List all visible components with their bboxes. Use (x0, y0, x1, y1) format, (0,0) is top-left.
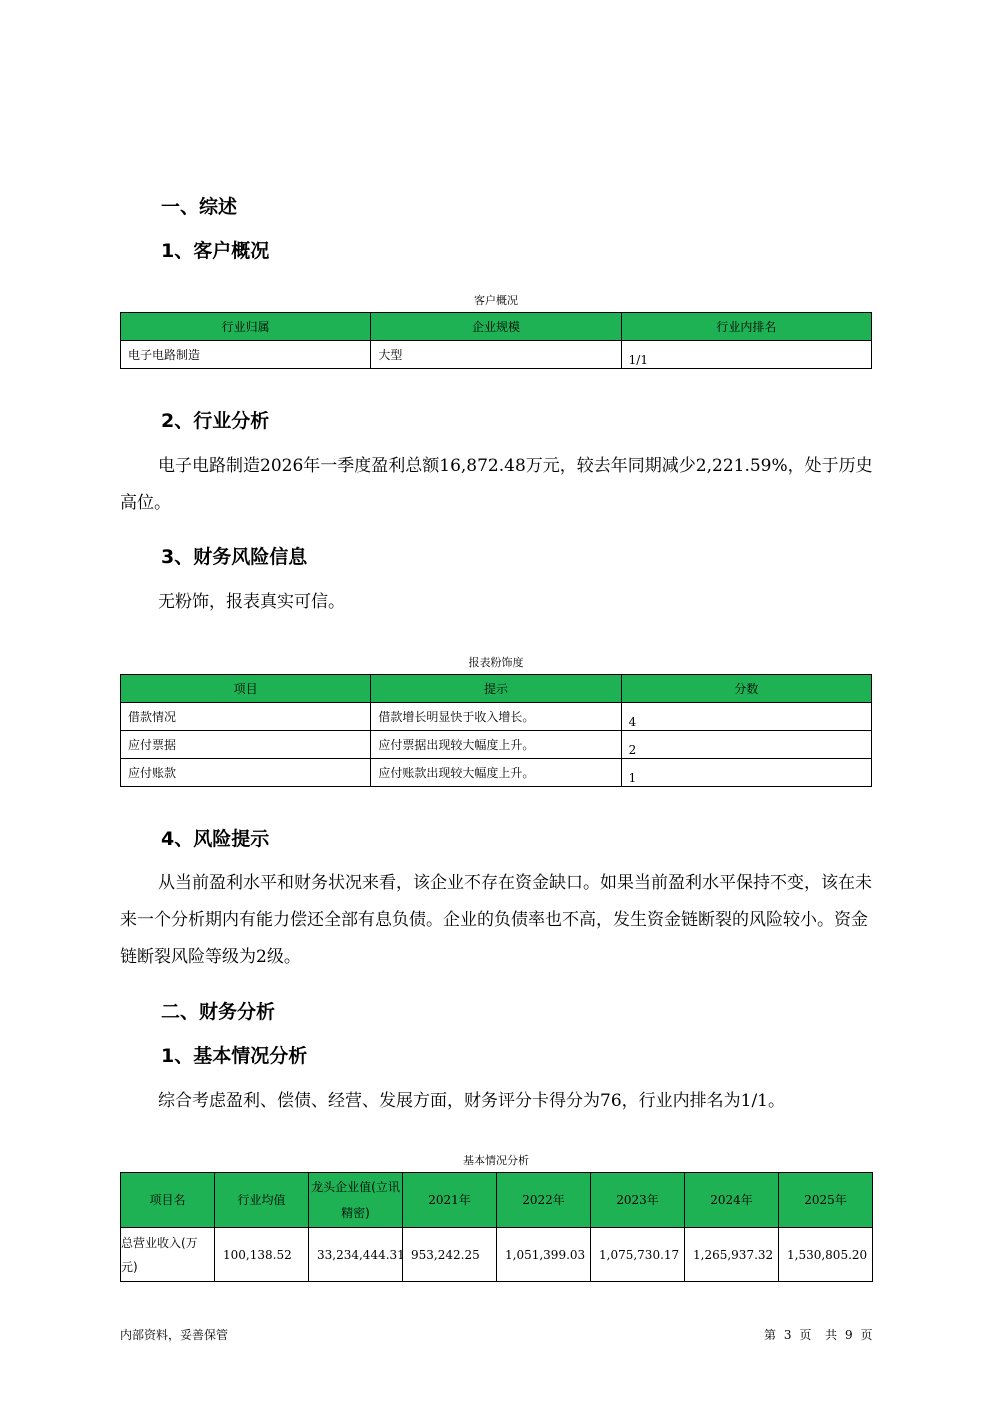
column-header: 项目名 (121, 1173, 215, 1228)
value-cell: 953,242.25 (403, 1228, 497, 1282)
hint-cell: 应付票据出现较大幅度上升。 (371, 731, 621, 759)
basic-analysis-table (120, 1172, 873, 1282)
column-header: 2023年 (591, 1173, 685, 1228)
heading-financial-risk: 3、财务风险信息 (161, 546, 308, 568)
footer-page-number (764, 1326, 872, 1343)
section-heading-financial: 二、财务分析 (161, 1001, 276, 1023)
column-header: 提示 (371, 675, 621, 703)
heading-customer-overview: 1、客户概况 (161, 240, 270, 262)
value-cell: 33,234,444.31 (309, 1228, 403, 1282)
total-unit: 页 (860, 1328, 873, 1342)
industry-cell: 电子电路制造 (121, 341, 371, 369)
column-header: 行业归属 (121, 313, 371, 341)
page-unit: 页 (799, 1328, 812, 1342)
value-cell: 100,138.52 (215, 1228, 309, 1282)
value-cell: 1,051,399.03 (497, 1228, 591, 1282)
page-prefix: 第 (764, 1328, 777, 1342)
table-row (121, 341, 872, 369)
item-cell: 应付账款 (121, 759, 371, 787)
score-cell: 2 (621, 731, 871, 759)
value-cell: 1,530,805.20 (779, 1228, 873, 1282)
table-caption-basic: 基本情况分析 (463, 1154, 529, 1167)
table-row (121, 731, 872, 759)
item-cell: 应付票据 (121, 731, 371, 759)
column-header: 行业均值 (215, 1173, 309, 1228)
table-row (121, 759, 872, 787)
heading-risk-warning: 4、风险提示 (161, 828, 270, 850)
column-header: 龙头企业值(立讯精密) (309, 1173, 403, 1228)
section-heading-overview: 一、综述 (161, 196, 238, 218)
scale-cell: 大型 (371, 341, 621, 369)
table-caption-window-dressing: 报表粉饰度 (468, 656, 524, 669)
column-header: 2022年 (497, 1173, 591, 1228)
column-header: 分数 (621, 675, 871, 703)
column-header: 2025年 (779, 1173, 873, 1228)
page-current: 3 (783, 1328, 792, 1342)
column-header: 2021年 (403, 1173, 497, 1228)
score-cell: 1 (621, 759, 871, 787)
rank-cell: 1/1 (621, 341, 871, 369)
footer-confidential: 内部资料，妥善保管 (120, 1328, 229, 1342)
customer-overview-table (120, 312, 872, 369)
basic-analysis-text: 综合考虑盈利、偿债、经营、发展方面，财务评分卡得分为76，行业内排名为1/1。 (158, 1091, 785, 1111)
risk-warning-text: 从当前盈利水平和财务状况来看，该企业不存在资金缺口。如果当前盈利水平保持不变，该在未来一个分析期内有能力偿还全部有息负债。企业的负债率也不高，发生资金链断裂的风险较小。资金链断裂风险等级为2级。 (120, 873, 872, 967)
table-caption-customer: 客户概况 (474, 294, 518, 307)
item-name-cell: 总营业收入(万元) (121, 1228, 215, 1282)
value-cell: 1,265,937.32 (685, 1228, 779, 1282)
column-header: 2024年 (685, 1173, 779, 1228)
heading-industry-analysis: 2、行业分析 (161, 410, 270, 432)
column-header: 项目 (121, 675, 371, 703)
column-header: 行业内排名 (621, 313, 871, 341)
score-cell: 4 (621, 703, 871, 731)
hint-cell: 借款增长明显快于收入增长。 (371, 703, 621, 731)
heading-basic-analysis: 1、基本情况分析 (161, 1045, 308, 1067)
industry-analysis-text: 电子电路制造2026年一季度盈利总额16,872.48万元，较去年同期减少2,221.59%，处于历史高位。 (120, 456, 873, 513)
column-header: 企业规模 (371, 313, 621, 341)
value-cell: 1,075,730.17 (591, 1228, 685, 1282)
item-cell: 借款情况 (121, 703, 371, 731)
table-row (121, 703, 872, 731)
financial-risk-text: 无粉饰，报表真实可信。 (158, 592, 345, 612)
window-dressing-table (120, 674, 872, 787)
total-prefix: 共 (825, 1328, 838, 1342)
page-total: 9 (845, 1328, 853, 1342)
table-row (121, 1228, 873, 1282)
hint-cell: 应付账款出现较大幅度上升。 (371, 759, 621, 787)
